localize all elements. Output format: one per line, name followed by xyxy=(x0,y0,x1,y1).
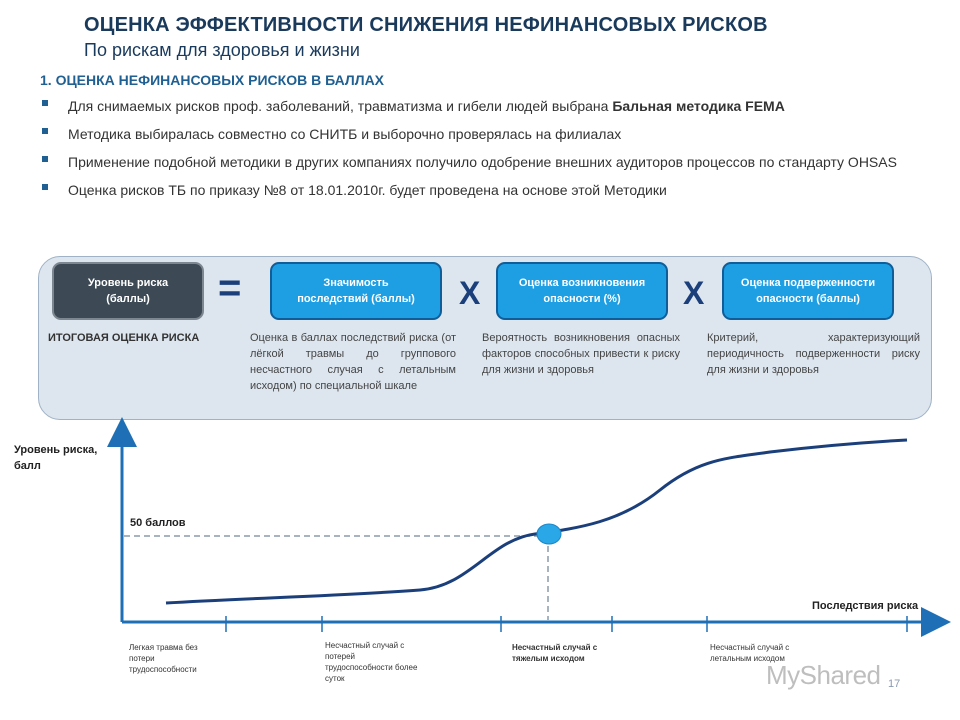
x-tick-label: Несчастный случай с летальным исходом xyxy=(710,643,790,663)
annotation-label: 50 баллов xyxy=(130,517,186,529)
bullet-bold-text: Бальная методика FEMA xyxy=(612,98,785,114)
result-caption: ИТОГОВАЯ ОЦЕНКА РИСКА xyxy=(48,332,200,344)
risk-curve xyxy=(166,440,907,603)
equals-sign: = xyxy=(218,266,242,310)
y-axis-label: Уровень риска, балл xyxy=(14,444,98,472)
watermark-logo: MyShared xyxy=(766,660,881,690)
bullet-item: Методика выбиралась совместно со СНИТБ и выборочно проверялась на филиалах xyxy=(40,124,908,144)
section-heading: 1. ОЦЕНКА НЕФИНАНСОВЫХ РИСКОВ В БАЛЛАХ xyxy=(40,72,385,88)
consequence-caption: Оценка в баллах последствий риска (от лёгкой травмы до группового несчастного случая с летальным исходом) по специальной шкале xyxy=(250,332,456,392)
x-tick-label: Легкая травма без потери трудоспособности xyxy=(129,643,198,674)
highlight-point xyxy=(537,524,561,544)
page-number: 17 xyxy=(888,678,901,690)
x-tick-label: Несчастный случай с тяжелым исходом xyxy=(512,643,598,663)
hazard-occurrence-box: Оценка возникновения опасности (%) xyxy=(496,262,668,320)
risk-level-box: Уровень риска (баллы) xyxy=(52,262,204,320)
multiply-sign: X xyxy=(683,275,705,311)
x-tick-label: Несчастный случай с потерей трудоспособности более суток xyxy=(325,641,418,683)
consequence-severity-box: Значимость последствий (баллы) xyxy=(270,262,442,320)
bullet-item: Для снимаемых рисков проф. заболеваний, травматизма и гибели людей выбрана Бальная методика FEMA xyxy=(40,96,908,116)
x-axis-label: Последствия риска xyxy=(812,600,919,612)
bullet-item: Применение подобной методики в других компаниях получило одобрение внешних аудиторов процессов по стандарту OHSAS xyxy=(40,152,908,172)
multiply-sign: X xyxy=(459,275,481,311)
page-title: ОЦЕНКА ЭФФЕКТИВНОСТИ СНИЖЕНИЯ НЕФИНАНСОВЫХ РИСКОВ xyxy=(84,14,768,36)
page-subtitle: По рискам для здоровья и жизни xyxy=(84,40,360,60)
bullet-item: Оценка рисков ТБ по приказу №8 от 18.01.2010г. будет проведена на основе этой Методики xyxy=(40,180,908,200)
x-axis-ticks xyxy=(226,616,907,632)
exposure-box: Оценка подверженности опасности (баллы) xyxy=(722,262,894,320)
hazard-caption: Вероятность возникновения опасных факторов способных привести к риску для жизни и здоровья xyxy=(482,332,680,376)
exposure-caption: Критерий, характеризующий периодичность подверженности риску для жизни и здоровья xyxy=(707,332,920,376)
